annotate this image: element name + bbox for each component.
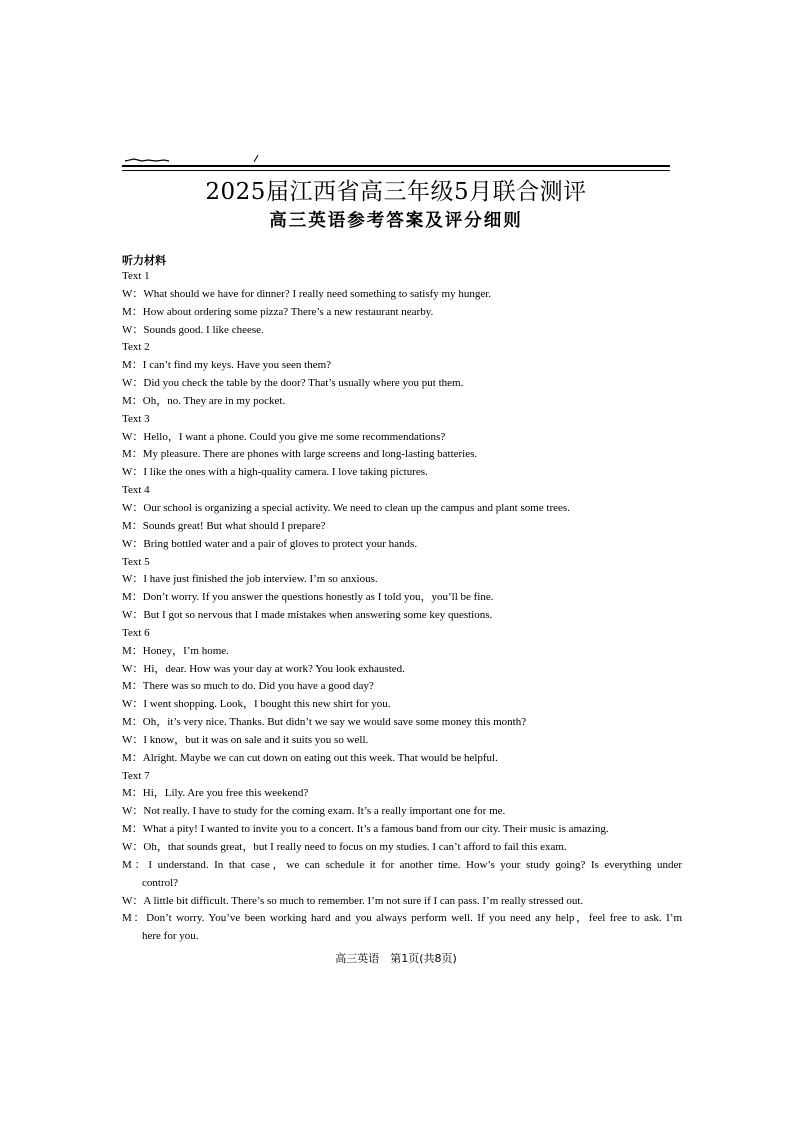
page-footer: 高三英语 第1页(共8页): [335, 952, 457, 965]
dialogue-line: W：Oh，that sounds great，but I really need to focus on my studies. I can’t afford to fail this exam.: [122, 841, 567, 853]
dialogue-line: M：Don’t worry. You’ve been working hard and you always perform well. If you need any help，feel free to ask. I’m: [122, 912, 682, 925]
dialogue-line: M：Hi，Lily. Are you free this weekend?: [122, 787, 309, 800]
dialogue-line: W：I went shopping. Look，I bought this new shirt for you.: [122, 698, 391, 711]
dialogue-line: W：What should we have for dinner? I really need something to satisfy my hunger.: [122, 287, 492, 300]
dialogue-line: W：I like the ones with a high-quality camera. I love taking pictures.: [122, 466, 428, 479]
dialogue-line: W：A little bit difficult. There’s so much to remember. I’m not sure if I can pass. I’m really stressed out.: [122, 894, 584, 907]
dialogue-line: M：Honey，I’m home.: [122, 644, 229, 657]
dialogue-line: W：But I got so nervous that I made mistakes when answering some key questions.: [122, 609, 493, 622]
dialogue-line: M：There was so much to do. Did you have a good day?: [122, 680, 374, 693]
dialogue-line: W：Not really. I have to study for the coming exam. It’s a really important one for me.: [122, 805, 506, 818]
dialogue-line: M：How about ordering some pizza? There’s a new restaurant nearby.: [122, 305, 434, 318]
text-heading: Text 7: [122, 769, 150, 782]
dialogue-line: W：Did you check the table by the door? That’s usually where you put them.: [122, 377, 464, 390]
dialogue-line: M：Oh，it’s very nice. Thanks. But didn’t we say we would save some money this month?: [122, 716, 527, 729]
dialogue-line: W：Hello，I want a phone. Could you give me some recommendations?: [122, 430, 446, 443]
header-tick: [253, 154, 259, 163]
dialogue-line: M：Don’t worry. If you answer the questions honestly as I told you，you’ll be fine.: [122, 591, 494, 604]
text-heading: Text 6: [122, 626, 150, 639]
header-mark: [124, 156, 170, 164]
text-heading: Text 1: [122, 270, 150, 282]
document-subtitle: 高三英语参考答案及评分细则: [269, 211, 523, 231]
transcript: [122, 268, 682, 946]
document-title: 2025届江西省高三年级5月联合测评: [205, 179, 587, 205]
dialogue-line: M：Sounds great! But what should I prepare?: [122, 519, 326, 532]
text-heading: Text 2: [122, 341, 150, 354]
dialogue-line: W：Hi，dear. How was your day at work? You look exhausted.: [122, 662, 405, 675]
dialogue-line: M：Alright. Maybe we can cut down on eating out this week. That would be helpful.: [122, 751, 498, 764]
section-label: 听力材料: [122, 254, 166, 267]
dialogue-line: M：I can’t find my keys. Have you seen them?: [122, 359, 332, 372]
dialogue-line: W：Bring bottled water and a pair of gloves to protect your hands.: [122, 537, 418, 550]
dialogue-line: W：Our school is organizing a special activity. We need to clean up the campus and plant some trees.: [122, 501, 570, 514]
dialogue-line: control?: [142, 876, 179, 889]
dialogue-line: M：My pleasure. There are phones with large screens and long-lasting batteries.: [122, 448, 478, 461]
dialogue-line: M：Oh，no. They are in my pocket.: [122, 394, 286, 407]
text-heading: Text 5: [122, 555, 150, 568]
text-heading: Text 4: [122, 484, 150, 497]
header-rule-thick: [122, 165, 670, 167]
dialogue-line: M：What a pity! I wanted to invite you to a concert. It’s a famous band from our city. Their music is amazing.: [122, 823, 609, 836]
dialogue-line: here for you.: [142, 930, 199, 943]
text-heading: Text 3: [122, 412, 150, 425]
dialogue-line: M：I understand. In that case，we can schedule it for another time. How’s your study going? Is everything under: [122, 858, 682, 871]
dialogue-line: W：I have just finished the job interview. I’m so anxious.: [122, 573, 378, 586]
dialogue-line: W：Sounds good. I like cheese.: [122, 323, 264, 336]
dialogue-line: W：I know，but it was on sale and it suits you so well.: [122, 733, 369, 746]
header-rule-thin: [122, 170, 670, 171]
